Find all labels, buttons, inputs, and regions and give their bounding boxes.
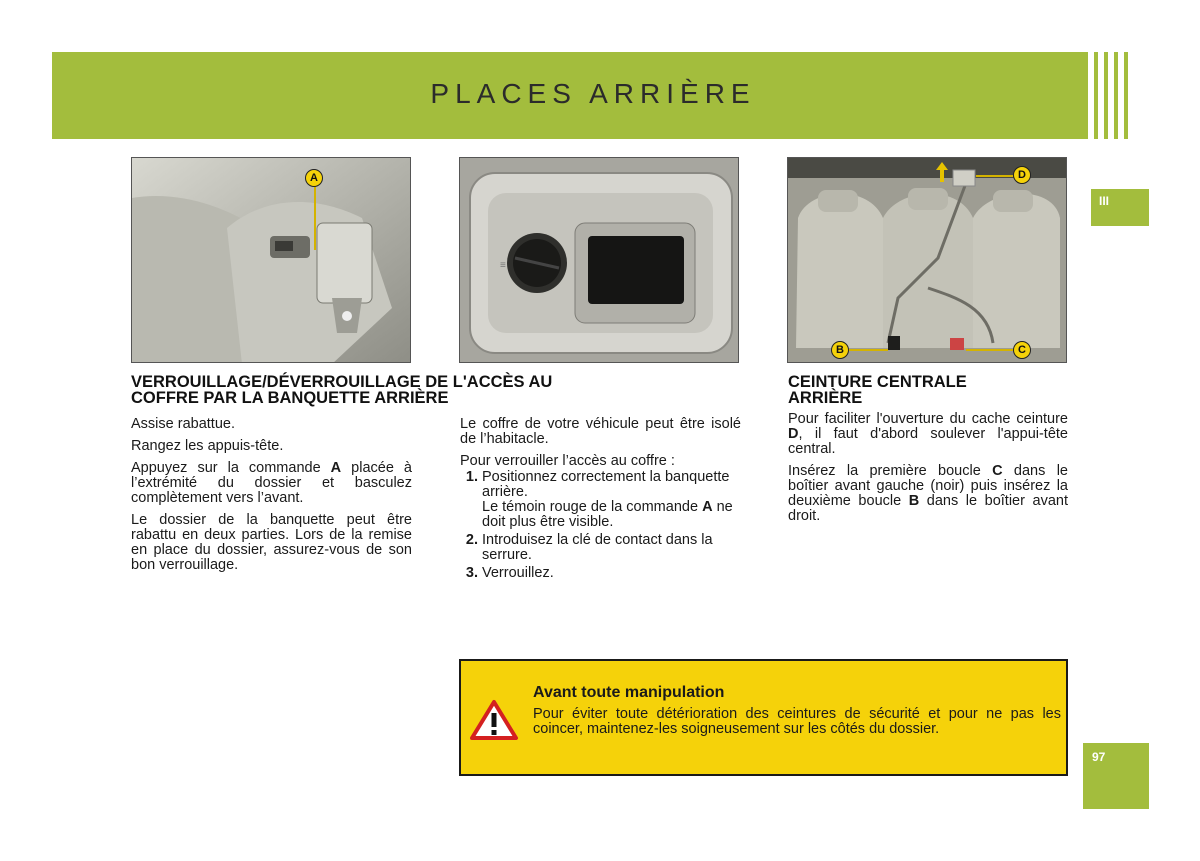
step-number: 3. [465,565,478,581]
paragraph [788,412,1068,457]
paragraph: Rangez les appuis-tête. [131,438,284,454]
text-run: Positionnez correctement la banquette arrière. [482,469,730,500]
header-stripes [1088,52,1134,139]
heading-line: VERROUILLAGE/DÉVERROUILLAGE DE L'ACCÈS AU [131,373,553,391]
heading-line: ARRIÈRE [788,389,863,407]
text-run-bold: D [788,426,799,442]
page-header [52,52,1134,139]
warning-title: Avant toute manipulation [533,684,725,701]
callout-c: C [1013,341,1031,359]
list-item [460,566,741,581]
warning-triangle-icon [469,699,519,741]
paragraph [131,461,412,506]
paragraph [788,464,1068,524]
text-run: Insérez la première boucle [788,463,993,479]
photo-rear-seatbelt [787,157,1067,363]
step-number: 1. [465,469,478,485]
column-1-text [131,417,412,580]
column-3-text [788,412,1068,531]
photo-trunk-lock [459,157,739,363]
column-2-text [460,417,741,584]
page-number: 97 [1092,750,1106,764]
text-run: Pour faciliter l'ouverture du cache ceinture [788,411,1068,427]
list-item [460,533,741,563]
heading-line: COFFRE PAR LA BANQUETTE ARRIÈRE [131,389,449,407]
chapter-tab [1091,189,1149,226]
step-text [482,470,741,530]
page-number-box [1083,743,1149,809]
text-run: dans le boîtier avant gauche (noir) puis insérez la deuxième boucle [788,463,1068,509]
text-run: dans le boîtier avant droit. [788,493,1068,524]
list-item [460,470,741,530]
step-text: Introduisez la clé de contact dans la serrure. [482,532,713,563]
text-run: Le témoin rouge de la commande [482,499,703,515]
text-run-bold: A [702,499,713,515]
warning-body: Pour éviter toute détérioration des ceintures de sécurité et pour ne pas les coincer, maintenez-les soigneusement sur les côtés du dossier. [533,706,1061,737]
photo-seat-lever [131,157,411,363]
text-run-bold: A [330,460,342,476]
steps-list [460,470,741,581]
paragraph: Pour verrouiller l’accès au coffre : [460,453,675,469]
paragraph: Assise rabattue. [131,416,235,432]
section-heading-center-belt [788,374,1078,406]
section-heading-trunk-access [131,374,751,406]
page-title: PLACES ARRIÈRE [430,78,756,109]
text-run: , il faut d'abord soulever l'appui-tête central. [788,426,1068,457]
paragraph: Le coffre de votre véhicule peut être isolé de l’habitacle. [460,416,741,447]
svg-text:≡: ≡ [500,260,506,271]
callout-b: B [831,341,849,359]
warning-box [459,659,1068,776]
text-run: Appuyez sur la commande [131,460,331,476]
step-number: 2. [465,532,478,548]
callout-a: A [305,169,323,187]
text-run-bold: B [908,493,920,509]
text-run: placée à l’extrémité du dossier et basculez complètement vers l’avant. [131,460,412,506]
text-run: ne doit plus être visible. [482,499,733,530]
text-run-bold: C [992,463,1003,479]
chapter-tab-label: III [1099,194,1110,208]
step-text: Verrouillez. [482,565,554,581]
callout-d: D [1013,166,1031,184]
paragraph: Le dossier de la banquette peut être rabattu en deux parties. Lors de la remise en place du dossier, assurez-vous de son bon verrouillage. [131,512,412,573]
heading-line: CEINTURE CENTRALE [788,373,967,391]
